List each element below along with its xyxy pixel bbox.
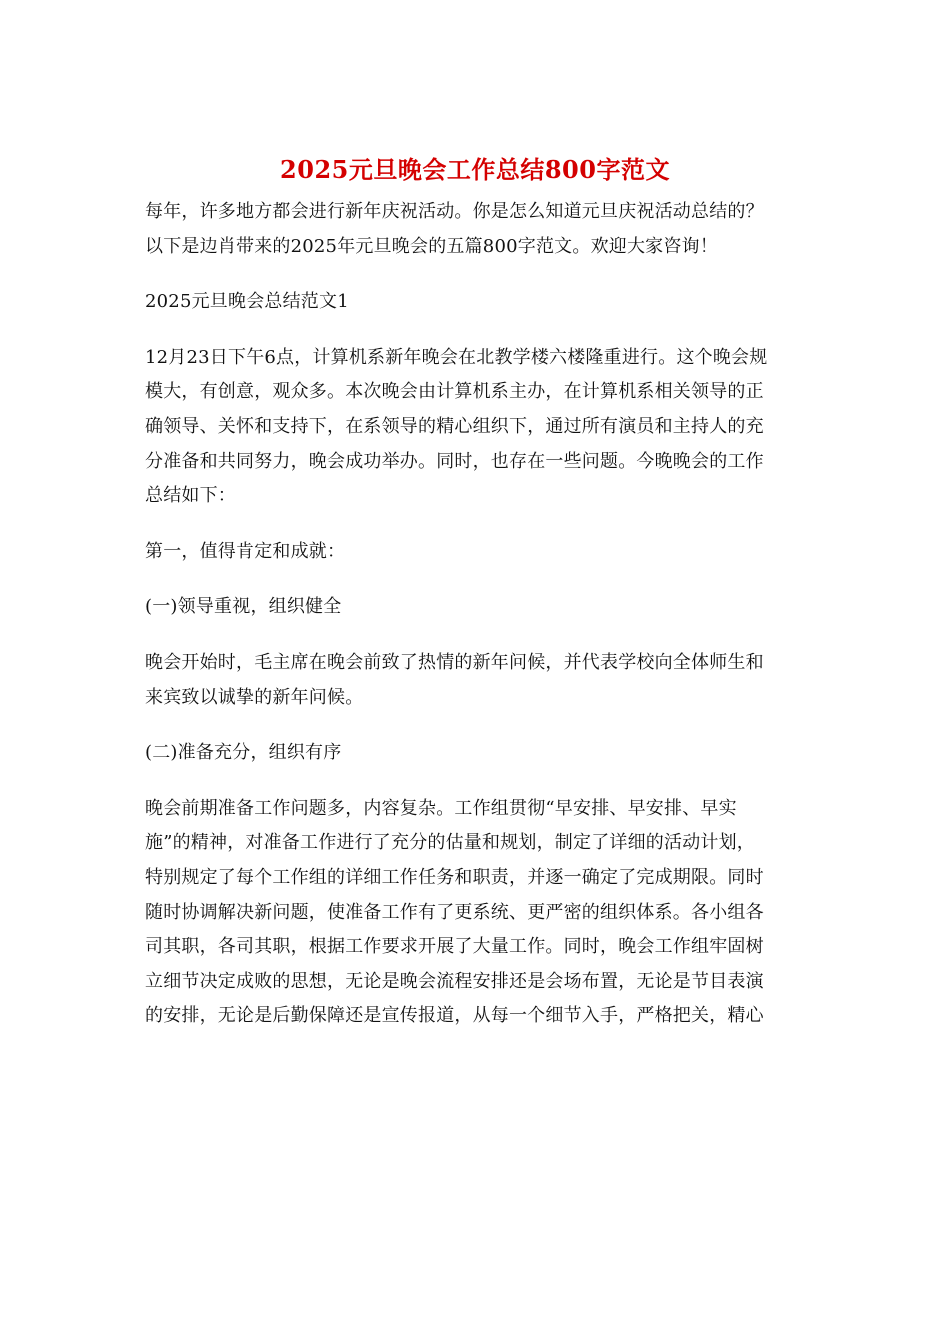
subheading-preparation: (二)准备充分，组织有序 (145, 742, 342, 764)
subheading-leadership: (一)领导重视，组织健全 (145, 596, 342, 618)
section-heading-sample-1: 2025元旦晚会总结范文1 (145, 291, 349, 313)
document-body (145, 195, 805, 1055)
section-heading-achievements: 第一，值得肯定和成就： (145, 540, 346, 562)
leadership-paragraph: 晚会开始时，毛主席在晚会前致了热情的新年问候，并代表学校向全体师生和 来宾致以诚挚的新年问候。 (145, 651, 764, 708)
preparation-paragraph: 晚会前期准备工作问题多，内容复杂。工作组贯彻“早安排、早安排、早实 施”的精神，对准备工作进行了充分的估量和规划，制定了详细的活动计划， 特别规定了每个工作组的详细工作任务和职责，并逐一确定了完成期限。同时 随时协调解决新问题，使准备工作有了更系统、更严密的组织体系。各小组各 司其职，各司其职，根据工作要求开展了大量工作。同时，晚会工作组牢固树 立细节决定成败的思想，无论是晚会流程安排还是会场布置，无论是节目表演 的安排，无论是后勤保障还是宣传报道，从每一个细节入手，严格把关，精心 (145, 797, 764, 1027)
intro-paragraph: 每年，许多地方都会进行新年庆祝活动。你是怎么知道元旦庆祝活动总结的？ 以下是边肖带来的2025年元旦晚会的五篇800字范文。欢迎大家咨询！ (145, 201, 764, 257)
overview-paragraph: 12月23日下午6点，计算机系新年晚会在北教学楼六楼隆重进行。这个晚会规 模大，有创意，观众多。本次晚会由计算机系主办，在计算机系相关领导的正 确领导、关怀和支持下，在系领导的精心组织下，通过所有演员和主持人的充 分准备和共同努力，晚会成功举办。同时，也存在一些问题。今晚晚会的工作 总结如下： (145, 346, 768, 507)
document-title: 2025元旦晚会工作总结800字范文 (280, 155, 670, 184)
